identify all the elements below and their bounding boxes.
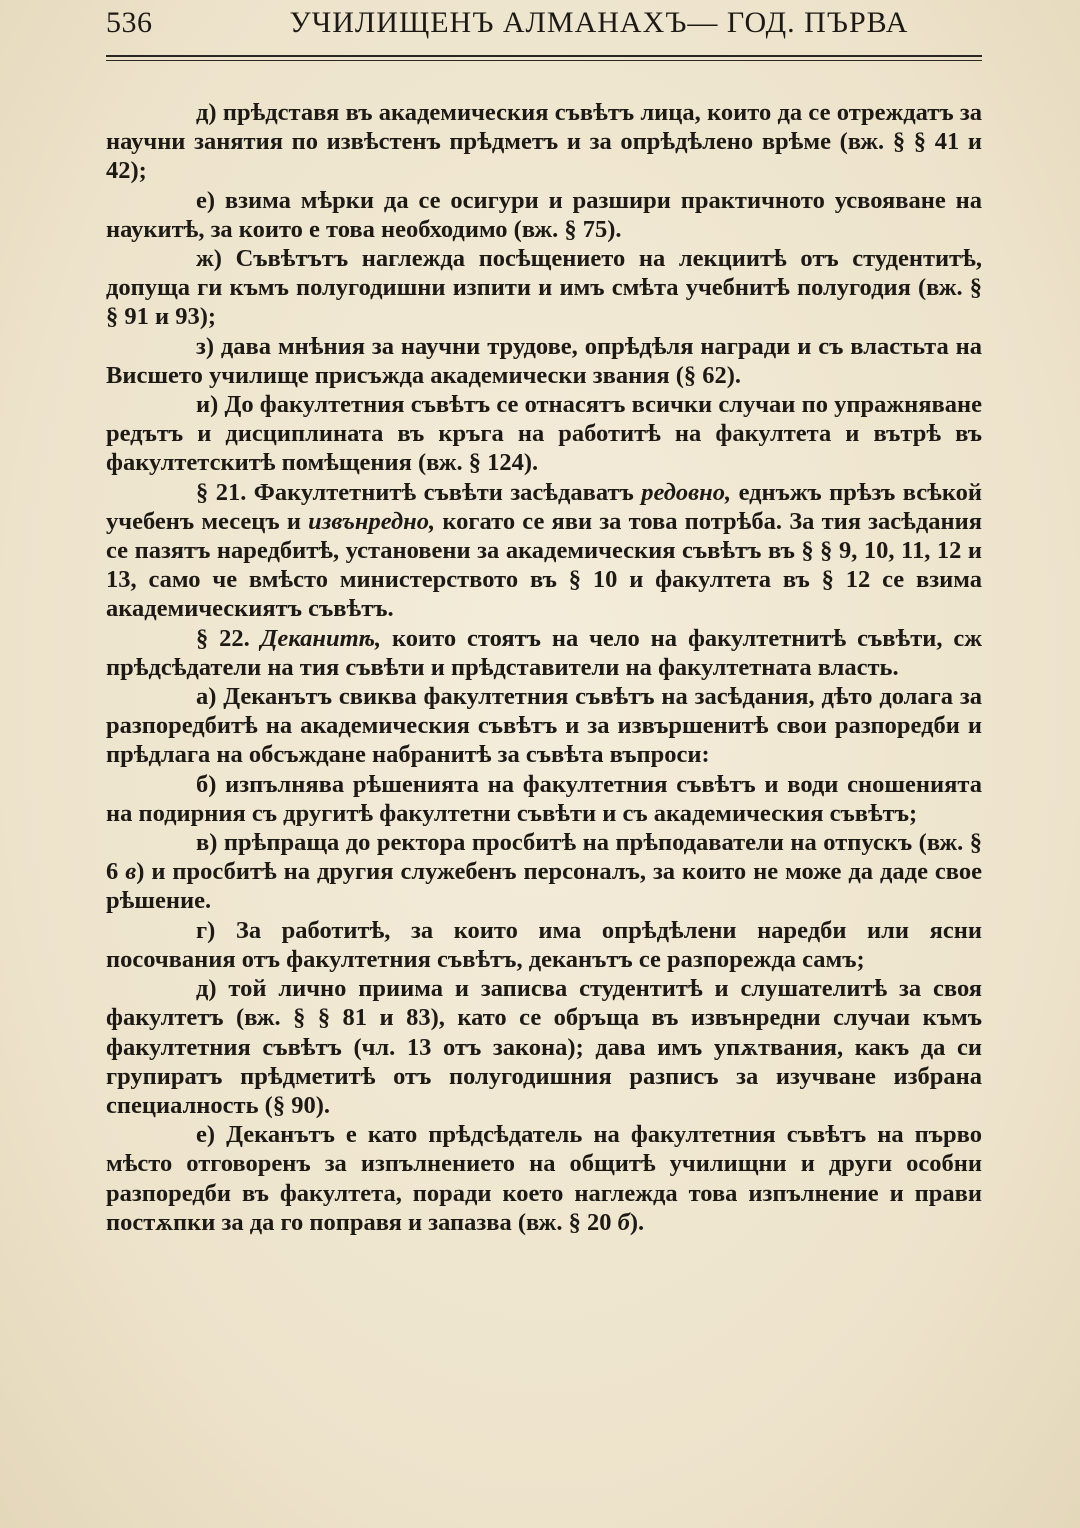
page-number: 536 [106, 6, 153, 39]
paragraph-v-text-a: в) прѣпраща до ректора просбитѣ на прѣподаватели на отпускъ (вж. § 6 [106, 829, 982, 886]
section-22-text-b: които стоятъ на чело на факултетнитѣ съвѣти, сж прѣдсѣдатели на тия съвѣти и прѣдставители на факултетната власть. [106, 624, 983, 681]
paragraph-e2-text-b: ). [629, 1208, 645, 1236]
body-text [106, 98, 982, 1237]
paragraph-v-text-b: ) и просбитѣ на другия служебенъ персоналъ, за които не може да даде свое рѣшение. [106, 858, 982, 915]
paragraph-b: б) изпълнява рѣшенията на факултетния съвѣтъ и води сношенията на подирния съ другитѣ факултетни съвѣти и съ академическия съвѣтъ; [106, 770, 982, 827]
section-21 [106, 478, 982, 624]
paragraph-i: и) До факултетния съвѣтъ се отнасятъ всички случаи по упражняване редътъ и дисциплината въ кръга на работитѣ на факултета и вътрѣ въ факултетскитѣ помѣщения (вж. § 124). [106, 391, 982, 477]
section-21-italic-extraordinary: извънредно, [308, 507, 436, 535]
page-header [106, 6, 982, 46]
paragraph-d2: д) той лично приима и записва студентитѣ и слушателитѣ за своя факултетъ (вж. § § 81 и 83), като се обръща въ извънредни случаи къмъ факултетния съвѣтъ (чл. 13 отъ закона); дава имъ упѫтвания, какъ да си групиратъ прѣдметитѣ отъ полугодишния разписъ за изучване избрана специалность (§ 90). [106, 975, 982, 1119]
paragraph-v-italic: в [125, 858, 137, 886]
paragraph-a: а) Деканътъ свиква факултетния съвѣтъ на засѣдания, дѣто долага за разпоредбитѣ на академическия съвѣтъ и за извършенитѣ свои разпоредби и прѣдлага на обсъждане набранитѣ за съвѣта въпроси: [106, 683, 982, 769]
section-21-text-a: § 21. Факултетнитѣ съвѣти засѣдаватъ [196, 478, 642, 506]
running-title: УЧИЛИЩЕНЪ АЛМАНАХЪ— ГОД. ПЪРВА [289, 6, 909, 39]
section-22 [106, 624, 982, 682]
paragraph-z: з) дава мнѣния за научни трудове, опрѣдѣля награди и съ властьта на Висшето училище присъжда академически звания (§ 62). [106, 332, 982, 389]
paragraph-d: д) прѣдставя въ академическия съвѣтъ лица, които да се отреждатъ за научни занятия по извѣстенъ прѣдметъ и за опрѣдѣлено врѣме (вж. § § 41 и 42); [106, 99, 982, 185]
header-rule [106, 55, 982, 61]
paragraph-g: г) За работитѣ, за които има опрѣдѣлени наредби или ясни посочвания отъ факултетния съвѣтъ, деканътъ се разпорежда самъ; [106, 916, 982, 973]
paragraph-e: е) взима мѣрки да се осигури и разшири практичното усвояване на наукитѣ, за които е това необходимо (вж. § 75). [106, 186, 982, 243]
paragraph-e2-text-a: е) Деканътъ е като прѣдсѣдатель на факултетния съвѣтъ на първо мѣсто отговоренъ за изпълнението на общитѣ училищни и други особни разпоредби въ факултета, поради което наглежда това изпълнение и прави постѫпки за да го поправя и запазва (вж. § 20 [106, 1121, 982, 1236]
paragraph-e2 [106, 1120, 982, 1237]
paragraph-e2-italic: б [617, 1208, 630, 1236]
section-22-italic-deans: Деканитѣ, [260, 624, 382, 652]
section-21-text-c: когато се яви за това потрѣба. За тия засѣдания се пазятъ наредбитѣ, установени за академическия съвѣтъ въ § § 9, 10, 11, 12 и 13, само че вмѣсто министерството въ § 10 и факултета въ § 12 се взима академическиятъ съвѣтъ. [106, 507, 982, 623]
section-21-italic-regular: редовно, [641, 478, 732, 506]
section-21-text-b: еднъжъ прѣзъ всѣкой учебенъ месецъ и [106, 478, 982, 535]
paragraph-zh: ж) Съвѣтътъ наглежда посѣщението на лекциитѣ отъ студентитѣ, допуща ги къмъ полугодишни изпити и имъ смѣта учебнитѣ полугодия (вж. § § 91 и 93); [106, 245, 982, 331]
section-22-text-a: § 22. [196, 624, 261, 652]
paragraph-v [106, 828, 982, 916]
